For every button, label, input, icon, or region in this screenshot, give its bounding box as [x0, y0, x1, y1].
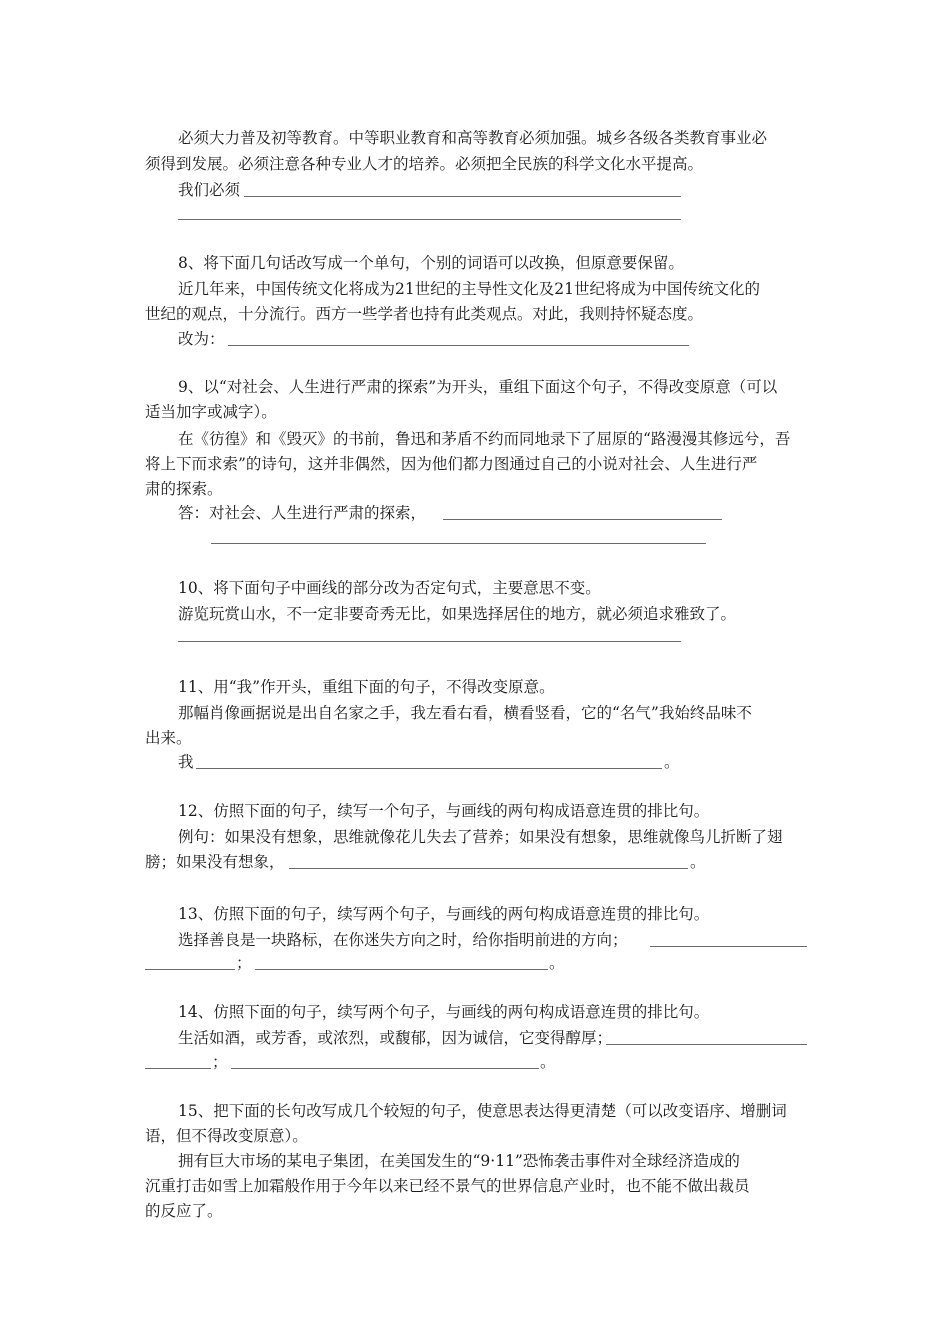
q15-text-3: 的反应了。 [145, 1202, 223, 1220]
intro-answer-blank-1[interactable] [244, 196, 681, 197]
q13-end: 。 [549, 954, 565, 972]
q15-title-1: 15、把下面的长句改写成几个较短的句子，使意思表达得更清楚（可以改变语序、增删词 [178, 1102, 787, 1120]
q13-answer-blank-1[interactable] [650, 946, 807, 947]
q9-title-2: 适当加字或减字）。 [145, 403, 277, 421]
q9-text-3: 肃的探索。 [145, 480, 223, 498]
q11-title: 11、用“我”作开头，重组下面的句子，不得改变原意。 [178, 678, 555, 696]
q13-answer-blank-2[interactable] [255, 969, 548, 970]
q8-answer-prefix: 改为： [178, 330, 225, 348]
q12-text-2-prefix: 膀；如果没有想象， [145, 853, 285, 871]
q15-text-1: 拥有巨大市场的某电子集团，在美国发生的“9·11”恐怖袭击事件对全球经济造成的 [178, 1152, 740, 1170]
q10-title: 10、将下面句子中画线的部分改为否定句式，主要意思不变。 [178, 579, 601, 597]
q15-text-2: 沉重打击如雪上加霜般作用于今年以来已经不景气的世界信息产业时，也不能不做出裁员 [145, 1177, 750, 1195]
q14-separator: ； [212, 1053, 228, 1071]
intro-line-1: 必须大力普及初等教育。中等职业教育和高等教育必须加强。城乡各级各类教育事业必 [178, 129, 768, 147]
q11-answer-blank[interactable] [196, 768, 662, 769]
intro-line-2: 须得到发展。必须注意各种专业人才的培养。必须把全民族的科学文化水平提高。 [145, 155, 704, 173]
q14-title: 14、仿照下面的句子，续写两个句子，与画线的两句构成语意连贯的排比句。 [178, 1003, 710, 1021]
q12-title: 12、仿照下面的句子，续写一个句子，与画线的两句构成语意连贯的排比句。 [178, 802, 710, 820]
q13-text-1: 选择善良是一块路标，在你迷失方向之时，给你指明前进的方向； [178, 931, 628, 949]
q13-title: 13、仿照下面的句子，续写两个句子，与画线的两句构成语意连贯的排比句。 [178, 905, 710, 923]
q11-answer-suffix: 。 [664, 753, 680, 771]
intro-answer-blank-2[interactable] [178, 219, 681, 220]
q8-title: 8、将下面几句话改写成一个单句，个别的词语可以改换，但原意要保留。 [178, 254, 684, 272]
q9-answer-blank-1[interactable] [443, 519, 722, 520]
q8-answer-blank[interactable] [228, 345, 689, 346]
q12-text-2-suffix: 。 [690, 853, 706, 871]
q11-text-1: 那幅肖像画据说是出自名家之手，我左看右看，横看竖看，它的“名气”我始终品味不 [178, 704, 752, 722]
q14-answer-blank-1[interactable] [606, 1044, 807, 1045]
q8-text-2: 世纪的观点，十分流行。西方一些学者也持有此类观点。对此，我则持怀疑态度。 [145, 305, 704, 323]
q8-text-1: 近几年来，中国传统文化将成为21世纪的主导性文化及21世纪将成为中国传统文化的 [178, 280, 760, 298]
q9-title-1: 9、以“对社会、人生进行严肃的探索”为开头，重组下面这个句子，不得改变原意（可以 [178, 378, 778, 396]
q14-text-1: 生活如酒，或芳香，或浓烈，或馥郁，因为诚信，它变得醇厚； [178, 1029, 613, 1047]
q11-answer-prefix: 我 [178, 753, 194, 771]
q9-text-1: 在《彷徨》和《毁灭》的书前，鲁迅和茅盾不约而同地录下了屈原的“路漫漫其修远兮，吾 [178, 430, 791, 448]
q13-answer-blank-1-cont[interactable] [145, 969, 235, 970]
q9-answer-blank-2[interactable] [211, 543, 706, 544]
q13-separator: ； [236, 954, 252, 972]
q10-answer-blank[interactable] [178, 641, 681, 642]
q11-text-2: 出来。 [145, 729, 192, 747]
q9-answer-prefix: 答：对社会、人生进行严肃的探索， [178, 504, 427, 522]
q12-answer-blank[interactable] [289, 868, 688, 869]
q9-text-2: 将上下而求索”的诗句，这并非偶然，因为他们都力图通过自己的小说对社会、人生进行严 [145, 455, 758, 473]
q14-end: 。 [540, 1053, 556, 1071]
q15-title-2: 语，但不得改变原意）。 [145, 1127, 308, 1145]
q12-text-1: 例句：如果没有想象，思维就像花儿失去了营养；如果没有想象，思维就像鸟儿折断了翅 [178, 828, 783, 846]
q14-answer-blank-2[interactable] [231, 1068, 539, 1069]
intro-answer-prefix: 我们必须 [178, 181, 241, 199]
q10-text: 游览玩赏山水，不一定非要奇秀无比，如果选择居住的地方，就必须追求雅致了。 [178, 605, 737, 623]
q14-answer-blank-1-cont[interactable] [145, 1068, 211, 1069]
